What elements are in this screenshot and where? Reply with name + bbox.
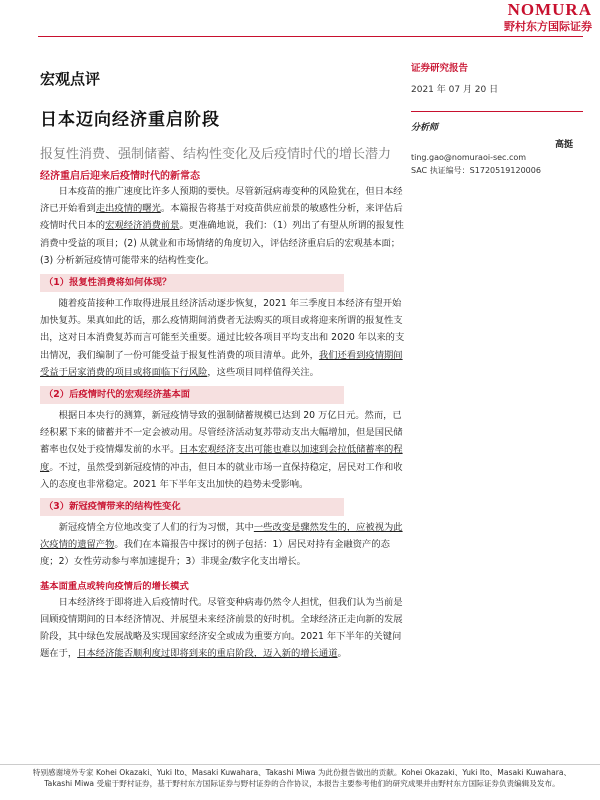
section-label: 宏观点评 <box>40 70 101 88</box>
section-3-paragraph: 新冠疫情全方位地改变了人们的行为习惯，其中一些改变是骤然发生的，应被视为此次疫情的遗留产物。我们在本篇报告中探讨的例子包括：1）居民对持有金融资产的态度；2）女性劳动参与率加速提升；3）非现金/数字化支出增长。 <box>40 522 403 568</box>
page-title: 日本迈向经济重启阶段 <box>40 110 220 130</box>
report-type: 证券研究报告 <box>411 63 469 74</box>
section-heading-1: （1）报复性消费将如何体现？ <box>40 274 344 292</box>
footer-note: 特别感谢境外专家 Kohei Okazaki、Yuki Ito、Masaki Kuwahara、Takashi Miwa 为此份报告做出的贡献。Kohei Okazaki、Yuki Ito、Masaki Kuwahara、Takashi Miwa 受雇于野村证券，基于野村东方国际证券与野村证券的合作协议，本报告主要参考他们的研究成果并由野村东方国际证券负责编辑及发布。 <box>32 768 572 788</box>
main-column <box>40 62 405 662</box>
analyst-name: 高挺 <box>554 140 573 150</box>
section-4-paragraph: 日本经济终于即将进入后疫情时代。尽管变种病毒仍然令人担忧，但我们认为当前是回顾疫情期间的日本经济情况、并展望未来经济前景的好时机。全球经济正走向新的发展阶段，其中绿色发展战略及实现国家经济安全或成为重要方向。2021 年下半年的关键问题在于，日本经济能否顺利度过即将到来的重启阶段，迈入新的增长通道。 <box>40 596 403 660</box>
footer-divider <box>0 764 600 765</box>
underlined-text: 宏观经济消费前景 <box>105 220 180 232</box>
analyst-sac-number: SAC 执证编号：S1720519120006 <box>411 166 541 175</box>
section-heading-3: （3）新冠疫情带来的结构性变化 <box>40 498 344 516</box>
underlined-text: 我们还看到疫情期间受益于居家消费的项目或将面临下行风险 <box>40 349 403 378</box>
sidebar-divider <box>411 111 583 112</box>
report-date: 2021 年 07 月 20 日 <box>411 85 499 95</box>
logo-wordmark: NOMURA <box>507 0 592 19</box>
intro-paragraph: 日本疫苗的推广速度比许多人预期的要快。尽管新冠病毒变种的风险犹在，但日本经济已开始看到走出疫情的曙光。本篇报告将基于对疫苗供应前景的敏感性分析，来评估后疫情时代日本的宏观经济消费前景。更准确地说，我们：（1）列出了有望从所谓的报复性消费中受益的项目；(2) 从就业和市场情绪的角度切入，评估经济重启后的宏观基本面；(3) 分析新冠疫情可能带来的结构性变化。 <box>40 186 404 266</box>
page-subtitle: 报复性消费、强制储蓄、结构性变化及后疫情时代的增长潜力 <box>40 147 392 162</box>
logo-company-name: 野村东方国际证券 <box>504 20 592 33</box>
section-2-paragraph: 根据日本央行的测算，新冠疫情导致的强制储蓄规模已达到 20 万亿日元。然而，已经积累下来的储蓄并不一定会被动用。尽管经济活动复苏带动支出大幅增加，但是国民储蓄率也仅处于疫情爆发前的水平。日本宏观经济支出可能也难以加速到会拉低储蓄率的程度。不过，虽然受到新冠疫情的冲击，但日本的就业市场一直保持稳定，居民对工作和收入的态度也非常稳定。2021 年下半年支出加快的趋势未受影响。 <box>40 410 403 490</box>
underlined-text: 日本经济能否顺利度过即将到来的重启阶段，迈入新的增长通道 <box>77 648 338 660</box>
analyst-label: 分析师 <box>411 123 439 133</box>
logo <box>412 0 592 34</box>
section-heading-2: （2）后疫情时代的宏观经济基本面 <box>40 386 344 404</box>
analyst-email[interactable]: ting.gao@nomuraoi-sec.com <box>411 153 527 162</box>
section-heading-4: 基本面重点或转向疫情后的增长模式 <box>40 580 189 592</box>
highlight-title: 经济重启后迎来后疫情时代的新常态 <box>40 171 200 182</box>
underlined-text: 一些改变是骤然发生的，应被视为此次疫情的遗留产物 <box>40 522 403 551</box>
section-1-paragraph: 随着疫苗接种工作取得进展且经济活动逐步恢复，2021 年三季度日本经济有望开始加快复苏。果真如此的话，那么疫情期间消费者无法购买的项目或将迎来所谓的报复性支出，这对日本消费复苏而言可能至关重要。通过比较各项目平均支出和 2020 年以来的支出情况，我们编制了一份可能受益于报复性消费的项目清单。此外，我们还看到疫情期间受益于居家消费的项目或将面临下行风险，这些项目同样值得关注。 <box>40 298 405 378</box>
underlined-text: 日本宏观经济支出可能也难以加速到会拉低储蓄率的程度 <box>40 444 403 473</box>
underlined-text: 走出疫情的曙光 <box>95 203 161 215</box>
sidebar <box>411 62 583 176</box>
header-divider <box>38 36 583 37</box>
